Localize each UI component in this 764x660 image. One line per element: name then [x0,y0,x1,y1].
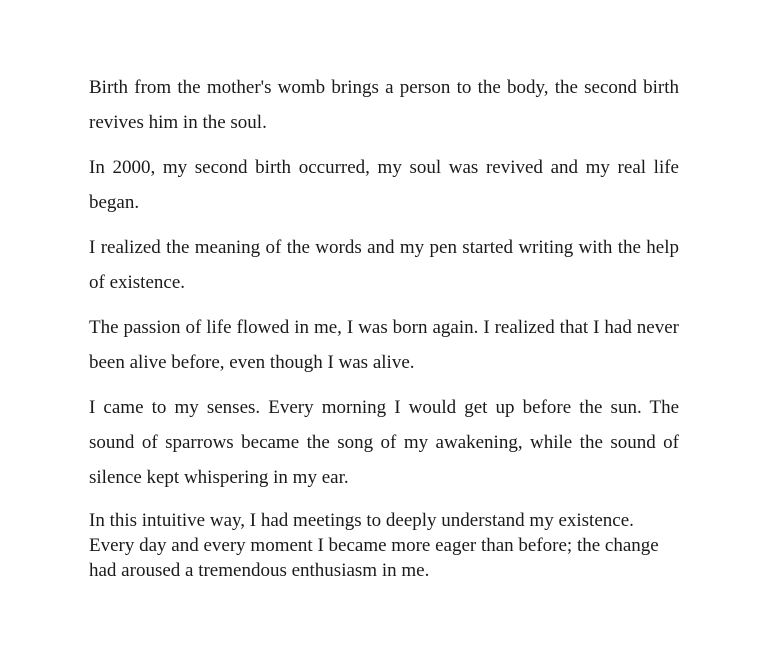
paragraph-awakening: I came to my senses. Every morning I would get up before the sun. The sound of sparrows became the song of my awakening, while the sound of silence kept whispering in my ear. [89,397,679,488]
paragraph-meaning-of-words: I realized the meaning of the words and my pen started writing with the help of existence. [89,237,679,293]
paragraph-intuitive-way: In this intuitive way, I had meetings to deeply understand my existence. Every day and every moment I became more eager than before; the change had aroused a tremendous enthusiasm in me. [89,510,659,581]
paragraph-second-birth: Birth from the mother's womb brings a person to the body, the second birth revives him in the soul. [89,77,679,133]
paragraph-passion-of-life: The passion of life flowed in me, I was born again. I realized that I had never been alive before, even though I was alive. [89,317,679,373]
document-body [89,70,679,583]
paragraph-2000-revival: In 2000, my second birth occurred, my soul was revived and my real life began. [89,157,679,213]
